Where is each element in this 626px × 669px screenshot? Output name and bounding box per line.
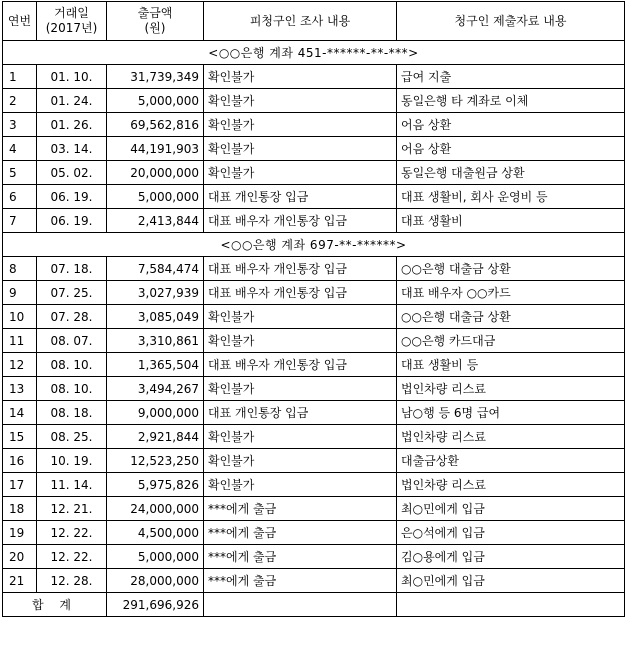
row-claimant-submission: ○○은행 카드대금 <box>397 329 625 353</box>
row-claimant-submission: 대표 배우자 ○○카드 <box>397 281 625 305</box>
row-respondent-finding: 확인불가 <box>204 377 397 401</box>
row-number: 15 <box>3 425 37 449</box>
table-row <box>3 377 625 401</box>
row-date: 01. 24. <box>37 89 107 113</box>
row-amount: 2,413,844 <box>107 209 204 233</box>
row-respondent-finding: 확인불가 <box>204 329 397 353</box>
row-number: 16 <box>3 449 37 473</box>
header-respondent: 피청구인 조사 내용 <box>204 2 397 41</box>
withdrawal-table <box>2 1 625 617</box>
row-amount: 3,494,267 <box>107 377 204 401</box>
table-row <box>3 161 625 185</box>
row-amount: 69,562,816 <box>107 113 204 137</box>
row-claimant-submission: 어음 상환 <box>397 137 625 161</box>
row-respondent-finding: 확인불가 <box>204 449 397 473</box>
row-date: 08. 18. <box>37 401 107 425</box>
header-date: 거래일 (2017년) <box>37 2 107 41</box>
row-number: 9 <box>3 281 37 305</box>
total-empty-cell <box>204 593 397 617</box>
row-amount: 9,000,000 <box>107 401 204 425</box>
row-date: 12. 22. <box>37 521 107 545</box>
row-respondent-finding: 확인불가 <box>204 137 397 161</box>
row-amount: 3,310,861 <box>107 329 204 353</box>
row-respondent-finding: 확인불가 <box>204 305 397 329</box>
row-number: 17 <box>3 473 37 497</box>
total-label: 합 계 <box>3 593 107 617</box>
row-date: 08. 10. <box>37 353 107 377</box>
row-amount: 28,000,000 <box>107 569 204 593</box>
row-date: 08. 25. <box>37 425 107 449</box>
row-respondent-finding: 확인불가 <box>204 65 397 89</box>
row-amount: 12,523,250 <box>107 449 204 473</box>
table-row <box>3 521 625 545</box>
table-row <box>3 473 625 497</box>
row-respondent-finding: ***에게 출금 <box>204 545 397 569</box>
table-row <box>3 353 625 377</box>
row-respondent-finding: 확인불가 <box>204 89 397 113</box>
row-date: 08. 10. <box>37 377 107 401</box>
row-claimant-submission: 대표 생활비 등 <box>397 353 625 377</box>
row-amount: 44,191,903 <box>107 137 204 161</box>
table-row <box>3 281 625 305</box>
row-claimant-submission: 법인차량 리스료 <box>397 425 625 449</box>
table-body <box>3 41 625 617</box>
table-row <box>3 497 625 521</box>
row-number: 2 <box>3 89 37 113</box>
row-claimant-submission: 어음 상환 <box>397 113 625 137</box>
row-date: 06. 19. <box>37 185 107 209</box>
row-number: 12 <box>3 353 37 377</box>
row-number: 20 <box>3 545 37 569</box>
section-header-row <box>3 233 625 257</box>
table-row <box>3 185 625 209</box>
row-number: 11 <box>3 329 37 353</box>
row-claimant-submission: 최○민에게 입금 <box>397 569 625 593</box>
row-date: 01. 10. <box>37 65 107 89</box>
row-amount: 7,584,474 <box>107 257 204 281</box>
row-number: 5 <box>3 161 37 185</box>
row-amount: 5,975,826 <box>107 473 204 497</box>
table-row <box>3 209 625 233</box>
header-row <box>3 2 625 41</box>
table-row <box>3 401 625 425</box>
row-number: 19 <box>3 521 37 545</box>
row-amount: 20,000,000 <box>107 161 204 185</box>
header-claimant: 청구인 제출자료 내용 <box>397 2 625 41</box>
row-claimant-submission: 김○용에게 입금 <box>397 545 625 569</box>
row-date: 11. 14. <box>37 473 107 497</box>
row-number: 13 <box>3 377 37 401</box>
row-date: 10. 19. <box>37 449 107 473</box>
row-respondent-finding: 확인불가 <box>204 113 397 137</box>
row-claimant-submission: 동일은행 대출원금 상환 <box>397 161 625 185</box>
row-respondent-finding: 대표 배우자 개인통장 입금 <box>204 209 397 233</box>
row-number: 3 <box>3 113 37 137</box>
row-claimant-submission: 법인차량 리스료 <box>397 473 625 497</box>
row-number: 1 <box>3 65 37 89</box>
row-date: 05. 02. <box>37 161 107 185</box>
row-amount: 5,000,000 <box>107 545 204 569</box>
row-claimant-submission: 동일은행 타 계좌로 이체 <box>397 89 625 113</box>
row-respondent-finding: ***에게 출금 <box>204 569 397 593</box>
row-claimant-submission: ○○은행 대출금 상환 <box>397 257 625 281</box>
table-row <box>3 89 625 113</box>
table-row <box>3 569 625 593</box>
row-claimant-submission: 대표 생활비 <box>397 209 625 233</box>
row-number: 18 <box>3 497 37 521</box>
row-respondent-finding: ***에게 출금 <box>204 521 397 545</box>
table-row <box>3 65 625 89</box>
row-respondent-finding: 대표 배우자 개인통장 입금 <box>204 353 397 377</box>
section-title: <○○은행 계좌 451-******-**-***> <box>3 41 625 65</box>
row-date: 07. 28. <box>37 305 107 329</box>
table-header <box>3 2 625 41</box>
row-date: 06. 19. <box>37 209 107 233</box>
row-respondent-finding: 대표 배우자 개인통장 입금 <box>204 257 397 281</box>
row-amount: 5,000,000 <box>107 185 204 209</box>
table-row <box>3 425 625 449</box>
section-header-row <box>3 41 625 65</box>
row-claimant-submission: 대출금상환 <box>397 449 625 473</box>
row-respondent-finding: ***에게 출금 <box>204 497 397 521</box>
row-date: 07. 25. <box>37 281 107 305</box>
header-no: 연번 <box>3 2 37 41</box>
section-title: <○○은행 계좌 697-**-******> <box>3 233 625 257</box>
row-number: 8 <box>3 257 37 281</box>
row-claimant-submission: 은○석에게 입금 <box>397 521 625 545</box>
total-empty-cell <box>397 593 625 617</box>
row-amount: 5,000,000 <box>107 89 204 113</box>
row-number: 4 <box>3 137 37 161</box>
row-date: 08. 07. <box>37 329 107 353</box>
row-amount: 3,027,939 <box>107 281 204 305</box>
row-claimant-submission: 최○민에게 입금 <box>397 497 625 521</box>
row-respondent-finding: 대표 배우자 개인통장 입금 <box>204 281 397 305</box>
row-date: 03. 14. <box>37 137 107 161</box>
row-number: 6 <box>3 185 37 209</box>
row-respondent-finding: 확인불가 <box>204 425 397 449</box>
row-number: 21 <box>3 569 37 593</box>
row-claimant-submission: 남○행 등 6명 급여 <box>397 401 625 425</box>
row-date: 12. 22. <box>37 545 107 569</box>
row-claimant-submission: 급여 지출 <box>397 65 625 89</box>
table-row <box>3 305 625 329</box>
row-respondent-finding: 확인불가 <box>204 161 397 185</box>
row-date: 12. 21. <box>37 497 107 521</box>
row-number: 14 <box>3 401 37 425</box>
row-date: 01. 26. <box>37 113 107 137</box>
table-row <box>3 137 625 161</box>
table-row <box>3 329 625 353</box>
row-number: 7 <box>3 209 37 233</box>
total-row <box>3 593 625 617</box>
row-number: 10 <box>3 305 37 329</box>
row-date: 07. 18. <box>37 257 107 281</box>
row-claimant-submission: ○○은행 대출금 상환 <box>397 305 625 329</box>
table-row <box>3 449 625 473</box>
table-row <box>3 545 625 569</box>
row-amount: 1,365,504 <box>107 353 204 377</box>
table-row <box>3 113 625 137</box>
row-amount: 24,000,000 <box>107 497 204 521</box>
total-amount: 291,696,926 <box>107 593 204 617</box>
row-claimant-submission: 법인차량 리스료 <box>397 377 625 401</box>
row-amount: 31,739,349 <box>107 65 204 89</box>
row-respondent-finding: 확인불가 <box>204 473 397 497</box>
row-claimant-submission: 대표 생활비, 회사 운영비 등 <box>397 185 625 209</box>
row-amount: 4,500,000 <box>107 521 204 545</box>
row-amount: 3,085,049 <box>107 305 204 329</box>
table-row <box>3 257 625 281</box>
row-respondent-finding: 대표 개인통장 입금 <box>204 185 397 209</box>
header-amount: 출금액 (원) <box>107 2 204 41</box>
row-amount: 2,921,844 <box>107 425 204 449</box>
row-respondent-finding: 대표 개인통장 입금 <box>204 401 397 425</box>
row-date: 12. 28. <box>37 569 107 593</box>
